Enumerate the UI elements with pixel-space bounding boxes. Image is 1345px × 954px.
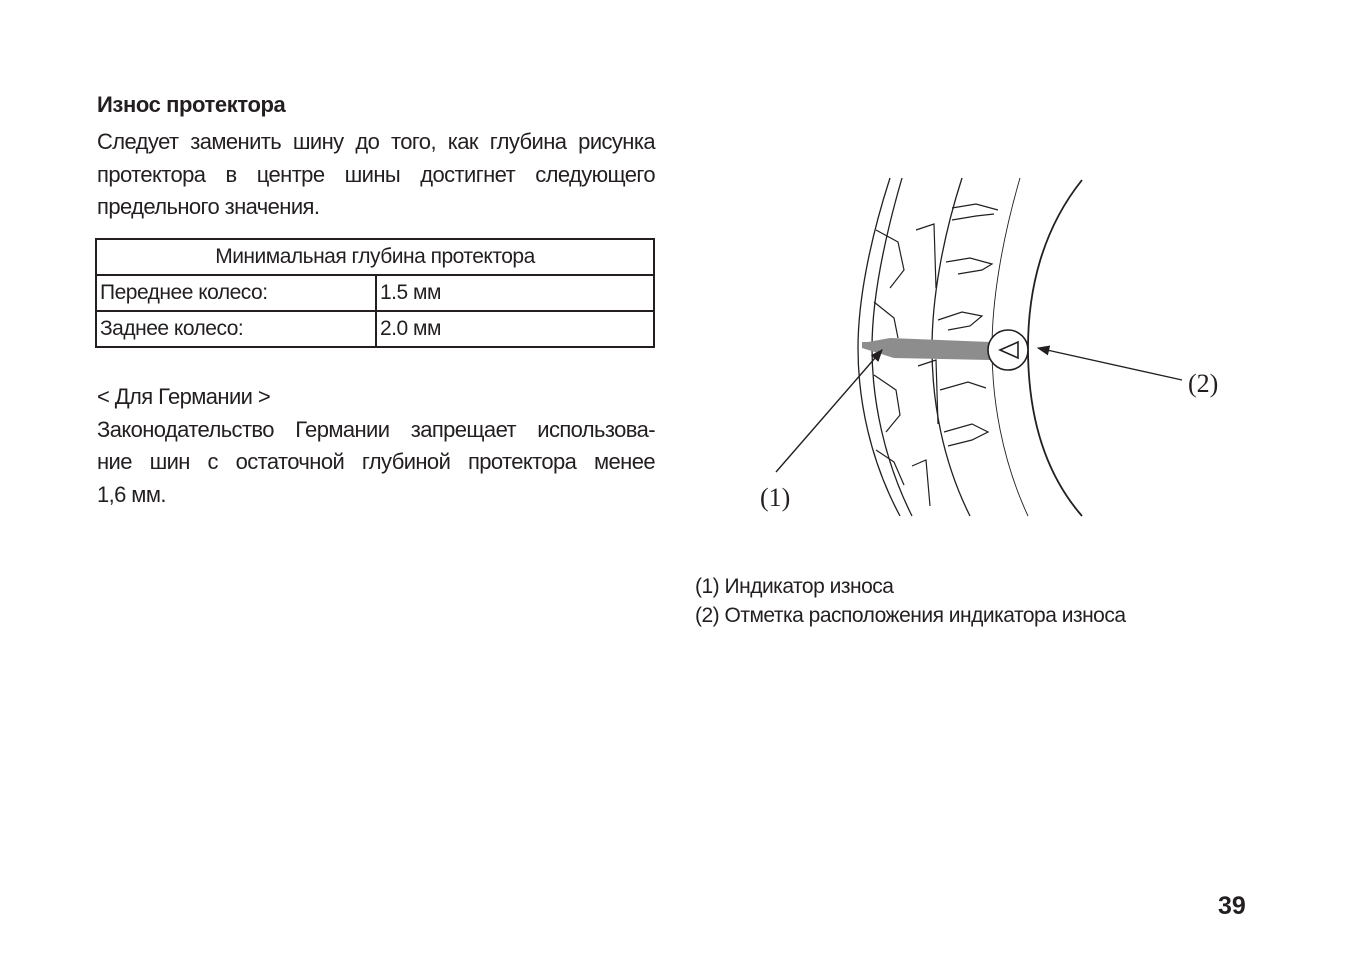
- germany-line: 1,6 мм.: [97, 481, 166, 507]
- legend-item: (2) Отметка расположения индикатора износа: [695, 604, 1126, 627]
- front-wheel-value: 1.5 мм: [376, 275, 654, 311]
- rear-wheel-value: 2.0 мм: [376, 311, 654, 347]
- callout-2-leader: [1038, 348, 1182, 380]
- table-row: [96, 311, 654, 347]
- intro-line: Следует заменить шину до того, как глубина рисунка: [97, 129, 655, 154]
- callout-1-label: (1): [760, 483, 791, 512]
- germany-paragraph: [97, 381, 655, 511]
- rear-wheel-label: Заднее колесо:: [96, 311, 376, 347]
- table-row: [96, 275, 654, 311]
- wear-indicator-marker: [988, 330, 1028, 370]
- callout-1-leader: [776, 350, 882, 472]
- intro-line: предельного значения.: [97, 194, 320, 219]
- intro-paragraph: [97, 126, 655, 224]
- callout-2-label: (2): [1188, 369, 1219, 398]
- table-header-row: [96, 239, 654, 275]
- tread-depth-table: [95, 238, 655, 348]
- page-number: 39: [1218, 892, 1246, 920]
- wear-indicator-band: [862, 338, 990, 360]
- table-header: Минимальная глубина протектора: [96, 239, 654, 275]
- section-heading: Износ протектора: [97, 92, 286, 117]
- germany-line: ние шин с остаточной глубиной протектора менее: [97, 449, 655, 474]
- legend-item: (1) Индикатор износа: [695, 575, 894, 598]
- intro-line: протектора в центре шины достигнет следующего: [97, 161, 655, 187]
- front-wheel-label: Переднее колесо:: [96, 275, 376, 311]
- germany-title: < Для Германии >: [97, 384, 271, 409]
- figure-legend: [695, 572, 1126, 630]
- germany-line: Законодательство Германии запрещает использова-: [97, 416, 655, 442]
- tire-wear-diagram: [690, 170, 1250, 530]
